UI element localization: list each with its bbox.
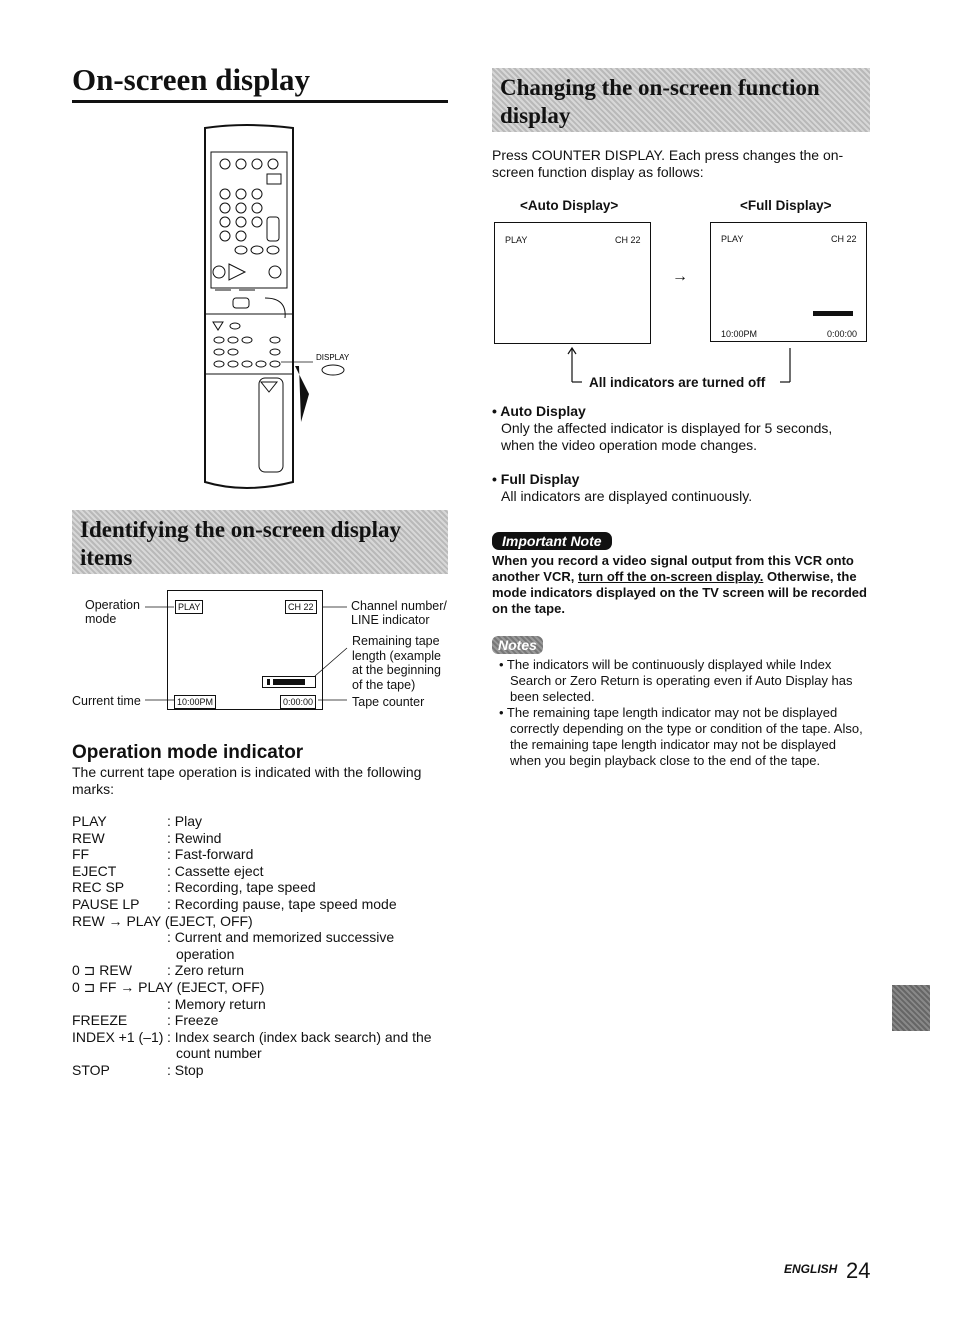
mark-desc: operation — [176, 945, 235, 962]
important-note-text: When you record a video signal output from this VCR onto another VCR, turn off the on-screen display. Otherwise, the mode indicators displayed on the TV screen will be recorded on the tape. — [492, 553, 867, 616]
display-button-label: DISPLAY — [316, 353, 350, 362]
mark-key: INDEX +1 (–1) — [72, 1028, 164, 1045]
mark-desc: : Memory return — [167, 995, 266, 1012]
mark-desc: : Index search (index back search) and the — [167, 1028, 432, 1045]
page-title: On-screen display — [72, 62, 310, 97]
mark-desc: : Zero return — [167, 962, 245, 979]
mark-desc: : Recording, tape speed — [167, 879, 316, 896]
mark-row — [72, 863, 452, 880]
mark-desc: : Stop — [167, 1061, 204, 1078]
mark-row — [72, 929, 452, 946]
note-item: • The remaining tape length indicator may not be displayed correctly depending on the type or condition of the tape. Also, the remaining tape length indicator may not be displayed when you begin playback close to the end of the tape. — [499, 705, 863, 768]
arrow-icon: → — [672, 268, 688, 285]
mark-desc: : Current and memorized successive — [167, 929, 395, 946]
mark-row — [72, 1029, 452, 1046]
mark-row — [72, 813, 452, 830]
note-item: • The indicators will be continuously displayed while Index Search or Zero Return is operating even if Auto Display has been selected. — [499, 657, 853, 704]
operation-mode-intro: The current tape operation is indicated with the following marks: — [72, 764, 422, 797]
callout-lines — [140, 600, 355, 710]
mark-row — [72, 979, 452, 996]
mark-key: 0 ⊐ REW — [72, 962, 132, 979]
turned-off-label: All indicators are turned off — [589, 375, 766, 390]
auto-display-label: <Auto Display> — [520, 198, 619, 213]
full-display-desc: All indicators are displayed continuously. — [501, 488, 753, 504]
mark-key: FF — [72, 846, 90, 863]
notes-list — [499, 657, 869, 769]
callout-tape-counter: Tape counter — [352, 695, 425, 709]
callout-remaining: Remaining tape length (example at the beginning of the tape) — [352, 634, 441, 692]
full-screen-remaining-bar — [813, 311, 853, 316]
footer-language: ENGLISH — [784, 1262, 838, 1276]
section-change-heading: Changing the on-screen function display — [492, 68, 870, 132]
mark-row — [72, 846, 452, 863]
remote-control-illustration — [195, 122, 360, 494]
screen-play-indicator: PLAY — [175, 600, 203, 614]
mark-row — [72, 996, 452, 1013]
full-display-heading: • Full Display — [492, 471, 580, 487]
mark-desc: : Cassette eject — [167, 862, 264, 879]
mark-desc: : Freeze — [167, 1012, 219, 1029]
mark-desc: : Play — [167, 813, 203, 829]
callout-channel: Channel number/ LINE indicator — [351, 599, 447, 627]
callout-operation-mode: Operation mode — [85, 598, 140, 626]
important-note-label: Important Note — [492, 532, 612, 550]
mark-key: FREEZE — [72, 1012, 128, 1029]
screen-channel-indicator: CH 22 — [285, 600, 317, 614]
mark-key: EJECT — [72, 862, 117, 879]
display-button-icon — [322, 365, 344, 375]
full-screen-ch: CH 22 — [831, 234, 857, 244]
mark-row — [72, 879, 452, 896]
auto-display-heading: • Auto Display — [492, 403, 586, 419]
notes-label: Notes — [492, 636, 543, 654]
screen-counter-indicator: 0:00:00 — [280, 695, 316, 709]
marks-list — [72, 813, 452, 1079]
edge-tab — [892, 985, 930, 1031]
screen-time-indicator: 10:00PM — [174, 695, 216, 709]
mark-key: STOP — [72, 1061, 110, 1078]
changing-intro: Press COUNTER DISPLAY. Each press changes the on-screen function display as follows: — [492, 147, 844, 180]
operation-mode-heading: Operation mode indicator — [72, 742, 304, 763]
mark-key: REW — [72, 829, 105, 846]
mark-row — [72, 962, 452, 979]
mark-key: PAUSE LP — [72, 895, 140, 912]
full-display-label: <Full Display> — [740, 198, 832, 213]
mark-key: REC SP — [72, 879, 125, 896]
mark-key: PLAY — [72, 813, 107, 829]
full-display-screen — [710, 222, 867, 342]
mark-row — [72, 946, 452, 963]
mark-key: REW → PLAY (EJECT, OFF) — [72, 912, 253, 929]
auto-display-screen — [494, 222, 651, 344]
mark-row — [72, 1045, 452, 1062]
mark-row — [72, 1012, 452, 1029]
mark-desc: : Rewind — [167, 829, 222, 846]
callout-current-time: Current time — [72, 694, 141, 708]
auto-screen-ch: CH 22 — [615, 235, 641, 245]
page-number: 24 — [846, 1258, 871, 1283]
full-screen-play: PLAY — [721, 234, 744, 244]
mark-row — [72, 830, 452, 847]
mark-desc: count number — [176, 1045, 262, 1062]
mark-key: 0 ⊐ FF → PLAY (EJECT, OFF) — [72, 978, 265, 995]
mark-desc: : Recording pause, tape speed mode — [167, 895, 397, 912]
auto-display-desc: Only the affected indicator is displayed for 5 seconds, when the video operation mode changes. — [501, 420, 833, 453]
mark-row — [72, 896, 452, 913]
auto-screen-play: PLAY — [505, 235, 528, 245]
section-identify-heading: Identifying the on-screen display items — [72, 510, 448, 574]
full-screen-counter: 0:00:00 — [827, 329, 858, 339]
mark-desc: : Fast-forward — [167, 846, 254, 863]
mark-row — [72, 1062, 452, 1079]
full-screen-time: 10:00PM — [721, 329, 758, 339]
mark-row — [72, 913, 452, 930]
title-rule — [72, 100, 448, 103]
